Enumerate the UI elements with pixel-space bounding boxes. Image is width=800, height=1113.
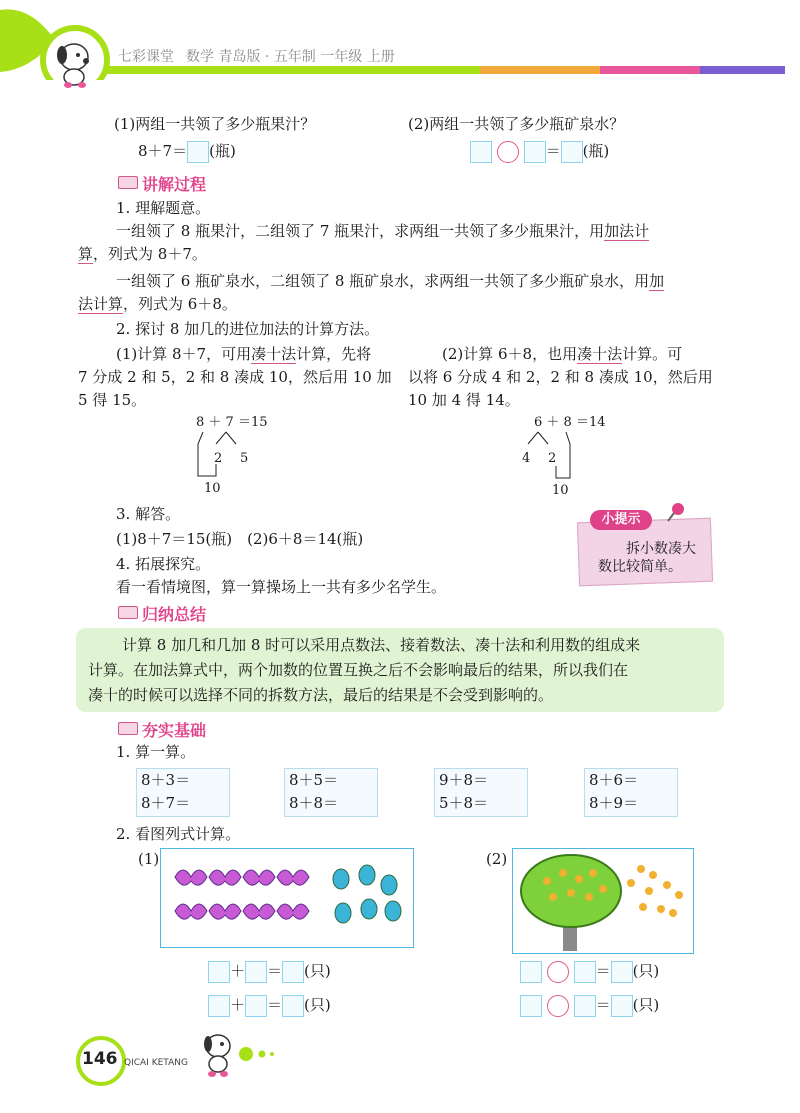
summary-line2: 计算。在加法算式中，两个加数的位置互换之后不会影响最后的结果，所以我们在 — [88, 661, 629, 679]
header-decoration — [0, 0, 800, 80]
picture-1-equation-1: ＋ ＝ (只) — [208, 960, 331, 983]
split-diagram-2: 6 ＋ 8 ＝14 4 2 10 — [522, 415, 606, 498]
picture-2-equation-1: ＝ (只) — [520, 960, 659, 983]
q1-equation: 8＋7＝ (瓶) — [138, 140, 236, 163]
dots-decoration — [238, 1046, 278, 1062]
left-method-line2: 7 分成 2 和 5，2 和 8 凑成 10，然后用 10 加 — [78, 368, 392, 386]
page-number: 146 — [82, 1049, 118, 1069]
answer-box[interactable] — [520, 961, 542, 983]
left-method-line1: (1)计算 8＋7，可用凑十法计算，先将 — [116, 345, 372, 363]
step-4: 4. 拓展探究。 — [116, 555, 211, 573]
question-2: (2)两组一共领了多少瓶矿泉水？ — [408, 115, 625, 133]
answer-box[interactable] — [208, 995, 230, 1017]
right-method-line1: (2)计算 6＋8，也用凑十法计算。可 — [442, 345, 683, 363]
section-icon — [118, 722, 138, 735]
right-method-line2: 以将 6 分成 4 和 2，2 和 8 凑成 10，然后用 — [408, 368, 713, 386]
series-title: 七彩课堂 — [118, 49, 174, 65]
answer-box[interactable] — [282, 995, 304, 1017]
pushpin-icon — [664, 500, 688, 524]
operator-circle[interactable] — [547, 995, 569, 1017]
answer-box[interactable] — [520, 995, 542, 1017]
summary-box — [76, 628, 724, 712]
split-diagram-1: 8 ＋ 7 ＝15 2 5 10 — [196, 415, 268, 496]
tip-line2: 数比较简单。 — [598, 559, 682, 575]
tip-title: 小提示 — [590, 510, 652, 530]
dog-mascot-icon — [50, 35, 100, 90]
picture-1-equation-2: ＋ ＝ (只) — [208, 994, 331, 1017]
calc-card-1: 8＋3＝ 8＋7＝ — [136, 768, 230, 817]
answer-box[interactable] — [611, 961, 633, 983]
step-2: 2. 探讨 8 加几的进位加法的计算方法。 — [116, 320, 380, 338]
operator-circle[interactable] — [547, 961, 569, 983]
section-icon — [118, 176, 138, 189]
birds-tree-picture — [512, 848, 694, 954]
answer-box[interactable] — [561, 141, 583, 163]
answer-box[interactable] — [282, 961, 304, 983]
right-method-line3: 10 加 4 得 14。 — [408, 391, 520, 409]
exercise-2-title: 2. 看图列式计算。 — [116, 825, 241, 843]
answer-box[interactable] — [524, 141, 546, 163]
step-3: 3. 解答。 — [116, 505, 181, 523]
calc-card-4: 8＋6＝ 8＋9＝ — [584, 768, 678, 817]
answer-line: (1)8＋7＝15(瓶) (2)6＋8＝14(瓶) — [116, 530, 364, 548]
operator-circle[interactable] — [497, 141, 519, 163]
paragraph-2-line2: 法计算，列式为 6＋8。 — [78, 295, 237, 313]
section-summary: 归纳总结 — [142, 605, 207, 624]
extend-question: 看一看情境图，算一算操场上一共有多少名学生。 — [116, 578, 447, 596]
paragraph-2-line1: 一组领了 6 瓶矿泉水，二组领了 8 瓶矿泉水，求两组一共领了多少瓶矿泉水，用加 — [116, 272, 665, 290]
tip-line1: 拆小数凑大 — [626, 541, 696, 557]
answer-box[interactable] — [245, 995, 267, 1017]
q2-equation: ＝ (瓶) — [470, 140, 609, 163]
exercise-1-title: 1. 算一算。 — [116, 743, 196, 761]
picture-1-label: (1) — [138, 850, 160, 868]
calc-card-2: 8＋5＝ 8＋8＝ — [284, 768, 378, 817]
book-subject: 数学 青岛版 · 五年制 一年级 上册 — [186, 49, 395, 65]
summary-line1: 计算 8 加几和几加 8 时可以采用点数法、接着数法、凑十法和利用数的组成来 — [122, 636, 641, 654]
picture-2-equation-2: ＝ (只) — [520, 994, 659, 1017]
answer-box[interactable] — [574, 961, 596, 983]
answer-box[interactable] — [611, 995, 633, 1017]
summary-line3: 凑十的时候可以选择不同的拆数方法，最后的结果是不会受到影响的。 — [88, 686, 554, 704]
section-explain: 讲解过程 — [142, 175, 207, 194]
step-1: 1. 理解题意。 — [116, 199, 211, 217]
section-practice: 夯实基础 — [142, 721, 207, 740]
answer-box[interactable] — [208, 961, 230, 983]
picture-2-label: (2) — [486, 850, 508, 868]
answer-box[interactable] — [470, 141, 492, 163]
footer-brand: QICAI KETANG — [124, 1058, 188, 1068]
calc-card-3: 9＋8＝ 5＋8＝ — [434, 768, 528, 817]
dog-mascot-icon — [198, 1030, 238, 1080]
paragraph-1-line1: 一组领了 8 瓶果汁，二组领了 7 瓶果汁，求两组一共领了多少瓶果汁，用加法计 — [116, 222, 650, 240]
answer-box[interactable] — [245, 961, 267, 983]
paragraph-1-line2: 算，列式为 8＋7。 — [78, 245, 207, 263]
left-method-line3: 5 得 15。 — [78, 391, 147, 409]
question-1: (1)两组一共领了多少瓶果汁？ — [114, 115, 316, 133]
section-icon — [118, 606, 138, 619]
header-bar — [0, 0, 800, 80]
answer-box[interactable] — [574, 995, 596, 1017]
butterflies-picture — [160, 848, 414, 948]
answer-box[interactable] — [187, 141, 209, 163]
